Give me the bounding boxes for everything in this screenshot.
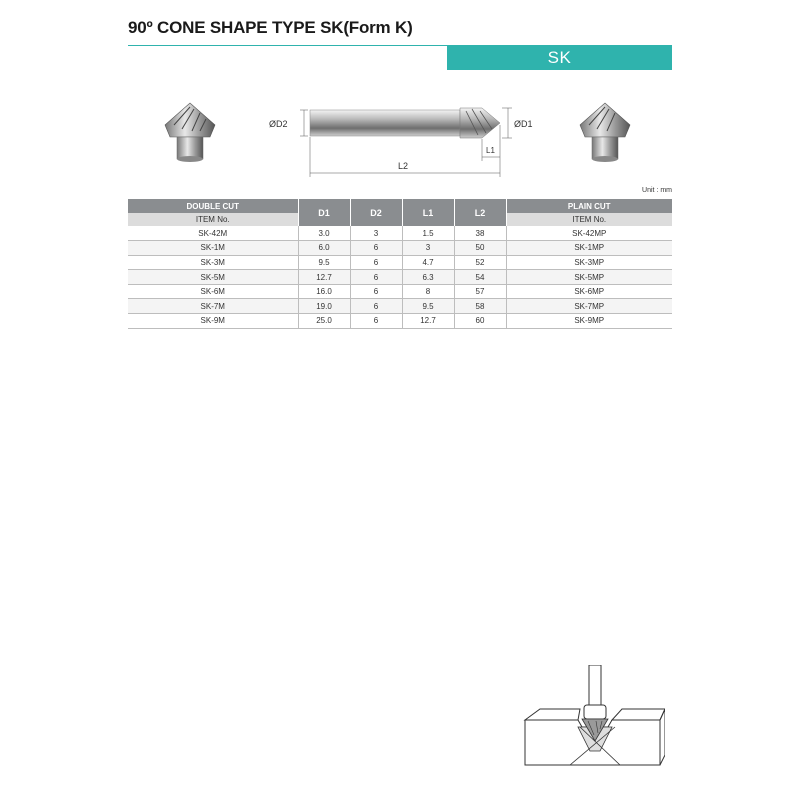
- col-plain-cut: PLAIN CUT: [506, 199, 672, 213]
- double-cut-cell: SK-6M: [128, 284, 298, 299]
- d2-cell: 6: [350, 255, 402, 270]
- col-d2: D2: [350, 199, 402, 226]
- product-diagram: [160, 95, 640, 185]
- plain-cut-cell: SK-42MP: [506, 226, 672, 241]
- col-d1: D1: [298, 199, 350, 226]
- l1-cell: 9.5: [402, 299, 454, 314]
- l1-label: L1: [486, 146, 495, 155]
- unit-note: Unit : mm: [642, 187, 672, 194]
- plain-cut-cell: SK-1MP: [506, 241, 672, 256]
- l2-cell: 54: [454, 270, 506, 285]
- l2-cell: 57: [454, 284, 506, 299]
- l1-cell: 12.7: [402, 314, 454, 329]
- d1-cell: 25.0: [298, 314, 350, 329]
- d1-cell: 3.0: [298, 226, 350, 241]
- col-item-no-left: ITEM No.: [128, 213, 298, 226]
- table-row: [128, 241, 672, 256]
- l1-cell: 4.7: [402, 255, 454, 270]
- page-title: 90º CONE SHAPE TYPE SK(Form K): [128, 18, 413, 37]
- l2-cell: 38: [454, 226, 506, 241]
- double-cut-cell: SK-9M: [128, 314, 298, 329]
- d1-cell: 19.0: [298, 299, 350, 314]
- series-badge: SK: [447, 45, 672, 70]
- d2-cell: 6: [350, 270, 402, 285]
- plain-cut-cell: SK-6MP: [506, 284, 672, 299]
- d1-cell: 12.7: [298, 270, 350, 285]
- l1-cell: 1.5: [402, 226, 454, 241]
- table-row: [128, 255, 672, 270]
- usage-illustration: [520, 665, 665, 777]
- plain-cut-burr-photo: [580, 103, 630, 162]
- plain-cut-cell: SK-9MP: [506, 314, 672, 329]
- header-row: [128, 199, 672, 213]
- l1-cell: 6.3: [402, 270, 454, 285]
- l2-label: L2: [398, 161, 409, 171]
- double-cut-cell: SK-42M: [128, 226, 298, 241]
- l2-cell: 52: [454, 255, 506, 270]
- col-item-no-right: ITEM No.: [506, 213, 672, 226]
- l2-cell: 58: [454, 299, 506, 314]
- table-row: [128, 299, 672, 314]
- d2-cell: 6: [350, 299, 402, 314]
- table-row: [128, 270, 672, 285]
- double-cut-cell: SK-5M: [128, 270, 298, 285]
- col-l2: L2: [454, 199, 506, 226]
- table-row: [128, 284, 672, 299]
- col-l1: L1: [402, 199, 454, 226]
- l1-cell: 3: [402, 241, 454, 256]
- l2-cell: 50: [454, 241, 506, 256]
- double-cut-burr-photo: [165, 103, 215, 162]
- table-row: [128, 314, 672, 329]
- double-cut-cell: SK-3M: [128, 255, 298, 270]
- double-cut-cell: SK-1M: [128, 241, 298, 256]
- spec-table: [128, 199, 672, 329]
- l2-cell: 60: [454, 314, 506, 329]
- d2-label: ØD2: [269, 119, 288, 129]
- plain-cut-cell: SK-7MP: [506, 299, 672, 314]
- plain-cut-cell: SK-3MP: [506, 255, 672, 270]
- d1-cell: 9.5: [298, 255, 350, 270]
- d1-label: ØD1: [514, 119, 533, 129]
- d1-cell: 16.0: [298, 284, 350, 299]
- table-row: [128, 226, 672, 241]
- double-cut-cell: SK-7M: [128, 299, 298, 314]
- burr-dimension-drawing: [269, 108, 533, 177]
- l1-cell: 8: [402, 284, 454, 299]
- d2-cell: 3: [350, 226, 402, 241]
- d2-cell: 6: [350, 314, 402, 329]
- d2-cell: 6: [350, 241, 402, 256]
- d1-cell: 6.0: [298, 241, 350, 256]
- col-double-cut: DOUBLE CUT: [128, 199, 298, 213]
- d2-cell: 6: [350, 284, 402, 299]
- plain-cut-cell: SK-5MP: [506, 270, 672, 285]
